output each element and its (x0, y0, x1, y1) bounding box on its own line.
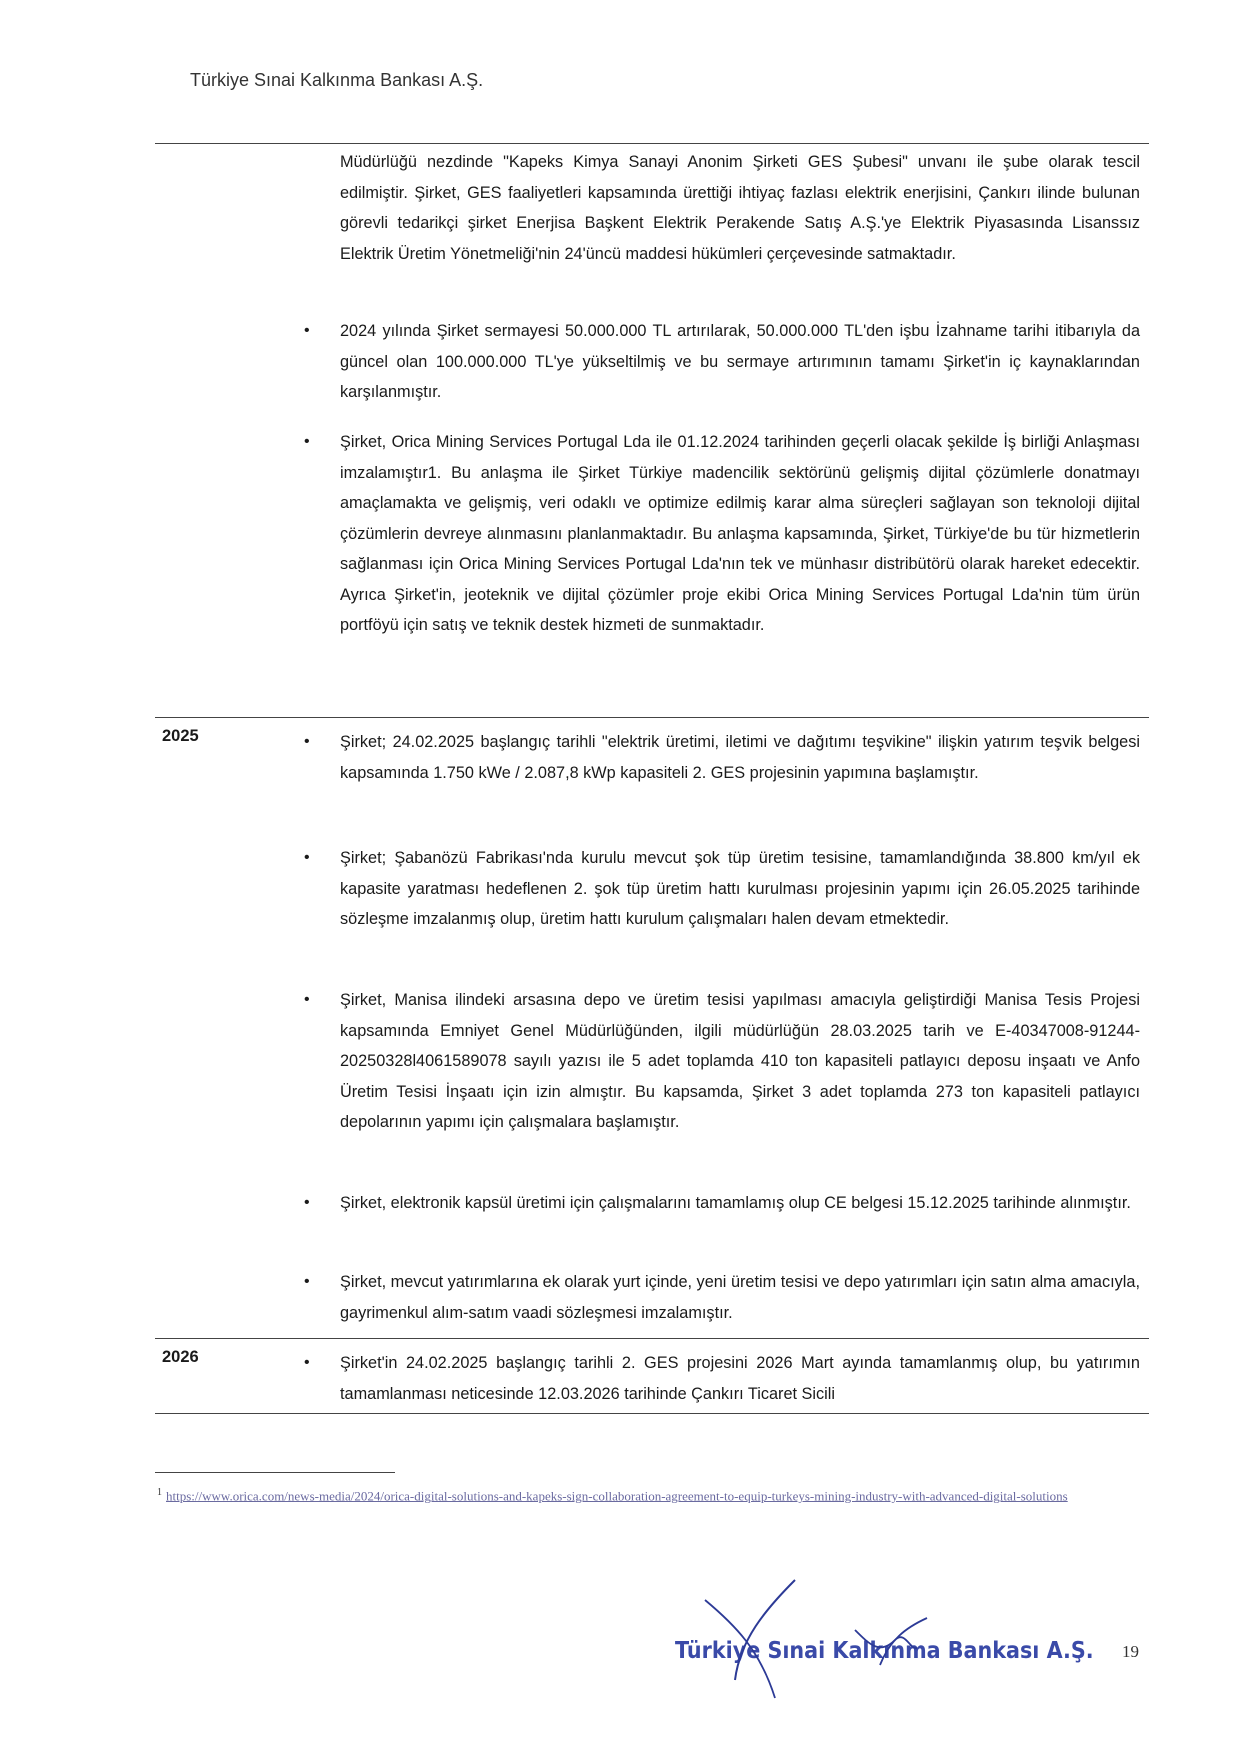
list-item: • Şirket; Şabanözü Fabrikası'nda kurulu mevcut şok tüp üretim tesisine, tamamlandığında 38.800 km/yıl ek kapasite yaratması hedeflenen 2. şok tüp üretim hattı kurulması projesinin yapımı için 26.05.2025 tarihinde sözleşme imzalanmış olup, üretim hattı kurulum çalışmaları halen devam etmektedir. (340, 843, 1140, 935)
top-rule (155, 143, 1149, 144)
list-item: • Şirket, elektronik kapsül üretimi için çalışmalarını tamamlamış olup CE belgesi 15.12.2025 tarihinde alınmıştır. (340, 1188, 1140, 1219)
list-item: • Şirket'in 24.02.2025 başlangıç tarihli 2. GES projesini 2026 Mart ayında tamamlanmış olup, bu yatırımın tamamlanması neticesinde 12.03.2026 tarihinde Çankırı Ticaret Sicili (340, 1348, 1140, 1409)
year-label-2025: 2025 (162, 727, 199, 745)
bottom-rule (155, 1413, 1149, 1414)
list-item: • Şirket, Orica Mining Services Portugal Lda ile 01.12.2024 tarihinden geçerli olacak şekilde İş birliği Anlaşması imzalamıştır1. Bu anlaşma ile Şirket Türkiye madencilik sektörünü gelişmiş dijital çözümlerle donatmayı amaçlamakta ve gelişmiş, veri odaklı ve optimize edilmiş karar alma süreçleri sağlayan son teknoloji dijital çözümlerin devreye alınmasını planlanmaktadır. Bu anlaşma kapsamında, Şirket, Türkiye'de bu tür hizmetlerin sağlanması için Orica Mining Services Portugal Lda'nın tek ve münhasır distribütörü olarak hareket edecektir. Ayrıca Şirket'in, jeoteknik ve dijital çözümler proje ekibi Orica Mining Services Portugal Lda'nin tüm ürün portföyü için satış ve teknik destek hizmeti de sunmaktadır. (340, 427, 1140, 641)
signature-stamp (665, 1570, 1094, 1700)
section-rule (155, 1338, 1149, 1339)
list-item: • Şirket; 24.02.2025 başlangıç tarihli "elektrik üretimi, iletimi ve dağıtımı teşvikine" ilişkin yatırım teşvik belgesi kapsamında 1.750 kWe / 2.087,8 kWp kapasiteli 2. GES projesinin yapımına başlamıştır. (340, 727, 1140, 788)
list-item: • Şirket, Manisa ilindeki arsasına depo ve üretim tesisi yapılması amacıyla geliştirdiği Manisa Tesis Projesi kapsamında Emniyet Genel Müdürlüğünden, ilgili müdürlüğün 28.03.2025 tarih ve E-40347008-91244-20250328l4061589078 sayılı yazısı ile 5 adet toplamda 410 ton kapasiteli patlayıcı deposu inşaatı ve Anfo Üretim Tesisi İnşaatı için izin almıştır. Bu kapsamda, Şirket 3 adet toplamda 273 ton kapasiteli patlayıcı depolarının yapımı için çalışmalara başlamıştır. (340, 985, 1140, 1138)
page-number: 19 (1122, 1642, 1139, 1661)
year-label-2026: 2026 (162, 1348, 199, 1366)
list-item: • Şirket, mevcut yatırımlarına ek olarak yurt içinde, yeni üretim tesisi ve depo yatırımları için satın alma amacıyla, gayrimenkul alım-satım vaadi sözleşmesi imzalamıştır. (340, 1267, 1140, 1328)
stamp-text: Türkiye Sınai Kalkınma Bankası A.Ş. (675, 1638, 1094, 1664)
page-header: Türkiye Sınai Kalkınma Bankası A.Ş. (190, 70, 484, 90)
footnote-rule (155, 1472, 395, 1473)
section-rule (155, 717, 1149, 718)
footnote (157, 1484, 1117, 1504)
list-item: • 2024 yılında Şirket sermayesi 50.000.000 TL artırılarak, 50.000.000 TL'den işbu İzahname tarihi itibarıyla da güncel olan 100.000.000 TL'ye yükseltilmiş ve bu sermaye artırımının tamamı Şirket'in iç kaynaklarından karşılanmıştır. (340, 316, 1140, 408)
footnote-marker: 1 (157, 1487, 162, 1498)
signature-stroke (735, 1580, 795, 1680)
footnote-link[interactable]: https://www.orica.com/news-media/2024/orica-digital-solutions-and-kapeks-sign-collaboration-agreement-to-equip-turkeys-mining-industry-with-advanced-digital-solutions (166, 1488, 1068, 1504)
continuation-paragraph: Müdürlüğü nezdinde "Kapeks Kimya Sanayi Anonim Şirketi GES Şubesi" unvanı ile şube olarak tescil edilmiştir. Şirket, GES faaliyetleri kapsamında ürettiği ihtiyaç fazlası elektrik enerjisini, Çankırı ilinde bulunan görevli tedarikçi şirket Enerjisa Başkent Elektrik Perakende Satış A.Ş.'ye Elektrik Piyasasında Lisanssız Elektrik Üretim Yönetmeliği'nin 24'üncü maddesi hükümleri çerçevesinde satmaktadır. (340, 153, 1140, 263)
